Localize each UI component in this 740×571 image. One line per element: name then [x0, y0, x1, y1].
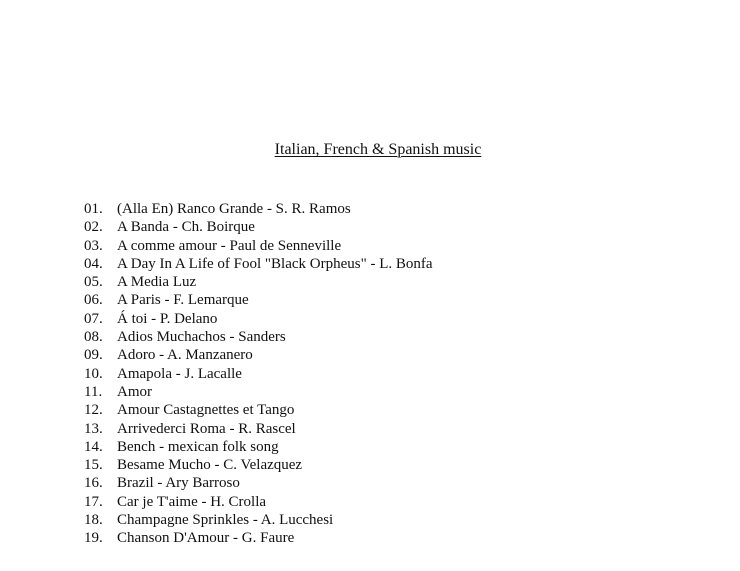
item-text: A Media Luz	[117, 274, 197, 291]
item-number: 03.	[84, 237, 103, 254]
item-text: Adoro - A. Manzanero	[117, 347, 253, 364]
list-item	[84, 255, 433, 273]
item-number: 13.	[84, 420, 103, 437]
item-text: Amapola - J. Lacalle	[117, 365, 242, 382]
item-number: 17.	[84, 493, 103, 510]
list-item	[84, 291, 433, 309]
item-number: 09.	[84, 347, 103, 364]
list-item	[84, 438, 433, 456]
item-number: 07.	[84, 310, 103, 327]
item-text: Car je T'aime - H. Crolla	[117, 493, 267, 510]
item-text: Adios Muchachos - Sanders	[117, 329, 286, 346]
item-number: 02.	[84, 219, 103, 236]
list-item	[84, 474, 433, 492]
item-number: 05.	[84, 274, 103, 291]
item-number: 04.	[84, 255, 103, 272]
list-item	[84, 456, 433, 474]
item-text: A Day In A Life of Fool "Black Orpheus" - L. Bonfa	[117, 255, 433, 272]
list-item	[84, 346, 433, 364]
item-number: 18.	[84, 512, 103, 529]
item-text: Brazil - Ary Barroso	[117, 475, 240, 492]
item-number: 12.	[84, 402, 103, 419]
list-item	[84, 420, 433, 438]
item-number: 06.	[84, 292, 103, 309]
item-number: 10.	[84, 365, 103, 382]
item-text: Amour Castagnettes et Tango	[117, 402, 295, 419]
item-number: 14.	[84, 438, 103, 455]
item-text: Amor	[117, 383, 152, 400]
item-text: Chanson D'Amour - G. Faure	[117, 530, 295, 547]
list-item	[84, 218, 433, 236]
list-item	[84, 493, 433, 511]
item-number: 11.	[84, 383, 103, 400]
list-item	[84, 200, 433, 218]
item-text: A Banda - Ch. Boirque	[117, 219, 255, 236]
item-text: (Alla En) Ranco Grande - S. R. Ramos	[117, 201, 351, 217]
list-item	[84, 529, 433, 547]
list-item	[84, 383, 433, 401]
item-text: Bench - mexican folk song	[117, 438, 279, 455]
list-item	[84, 237, 433, 255]
item-number: 15.	[84, 457, 103, 474]
item-text: A comme amour - Paul de Senneville	[117, 237, 342, 254]
item-text: Á toi - P. Delano	[117, 310, 218, 327]
document-title: Italian, French & Spanish music	[274, 141, 482, 158]
list-item	[84, 328, 433, 346]
item-number: 19.	[84, 530, 103, 547]
item-number: 16.	[84, 475, 103, 492]
item-number: 08.	[84, 329, 103, 346]
list-item	[84, 511, 433, 529]
item-text: Champagne Sprinkles - A. Lucchesi	[117, 512, 334, 529]
item-number: 01.	[84, 201, 103, 217]
list-item	[84, 310, 433, 328]
list-item	[84, 273, 433, 291]
item-text: A Paris - F. Lemarque	[117, 292, 249, 309]
list-item	[84, 401, 433, 419]
item-text: Besame Mucho - C. Velazquez	[117, 457, 303, 474]
item-text: Arrivederci Roma - R. Rascel	[117, 420, 296, 437]
list-item	[84, 365, 433, 383]
song-list	[84, 200, 433, 548]
